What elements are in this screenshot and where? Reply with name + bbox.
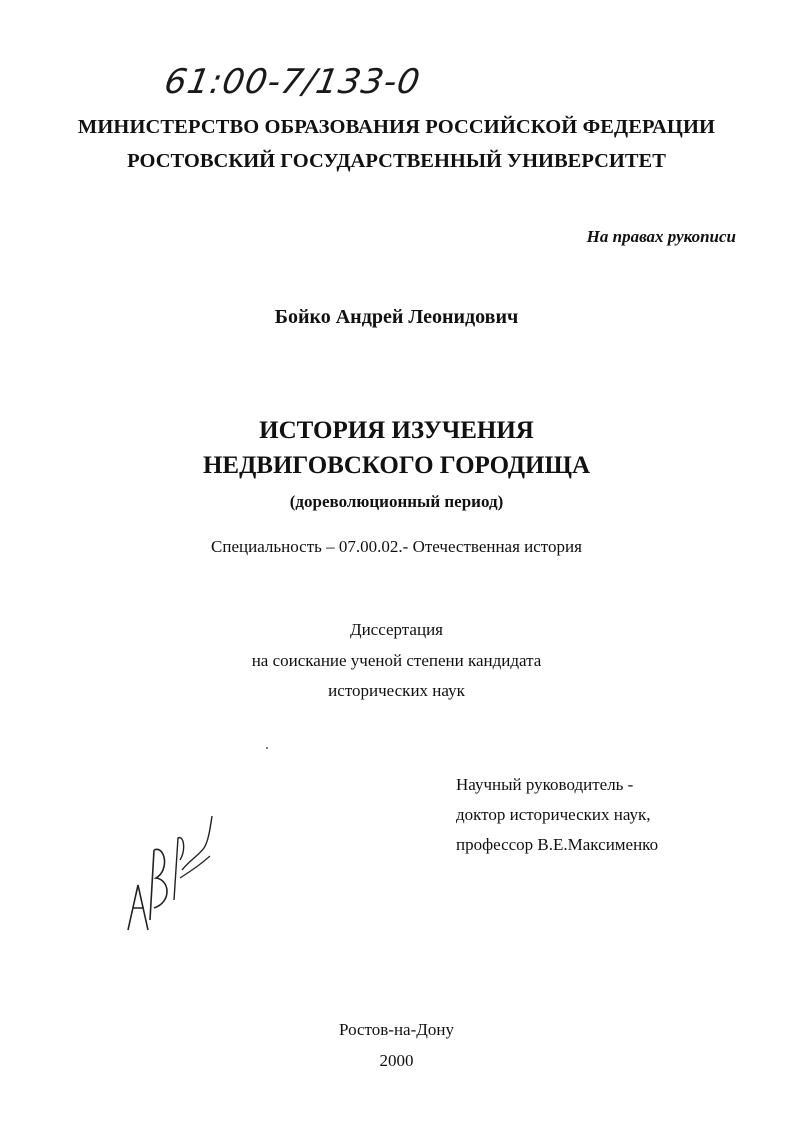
title-line-2: НЕДВИГОВСКОГО ГОРОДИЩА — [202, 452, 591, 479]
title-subtitle: (дореволюционный период) — [289, 492, 504, 511]
title-line-1: ИСТОРИЯ ИЗУЧЕНИЯ — [259, 417, 534, 444]
dissertation-line-1: Диссертация — [349, 620, 443, 639]
dissertation-line-2: на соискание ученой степени кандидата — [251, 651, 542, 670]
advisor-line-1: Научный руководитель - — [456, 775, 634, 794]
year: 2000 — [379, 1051, 414, 1070]
scan-speck — [266, 747, 268, 749]
advisor-line-2: доктор исторических наук, — [456, 805, 651, 824]
author-name: Бойко Андрей Леонидович — [274, 306, 519, 328]
archive-code-handwritten: 61:00-7/133-0 — [161, 62, 424, 102]
university-heading: РОСТОВСКИЙ ГОСУДАРСТВЕННЫЙ УНИВЕРСИТЕТ — [127, 150, 666, 172]
specialty-line: Специальность – 07.00.02.- Отечественная история — [211, 537, 582, 556]
rights-note: На правах рукописи — [586, 227, 736, 246]
advisor-line-3: профессор В.Е.Максименко — [456, 835, 659, 854]
ministry-heading: МИНИСТЕРСТВО ОБРАЗОВАНИЯ РОССИЙСКОЙ ФЕДЕРАЦИИ — [77, 116, 716, 138]
dissertation-line-3: исторических наук — [328, 681, 465, 700]
signature-scribble — [120, 790, 230, 940]
city-name: Ростов-на-Дону — [339, 1020, 454, 1039]
